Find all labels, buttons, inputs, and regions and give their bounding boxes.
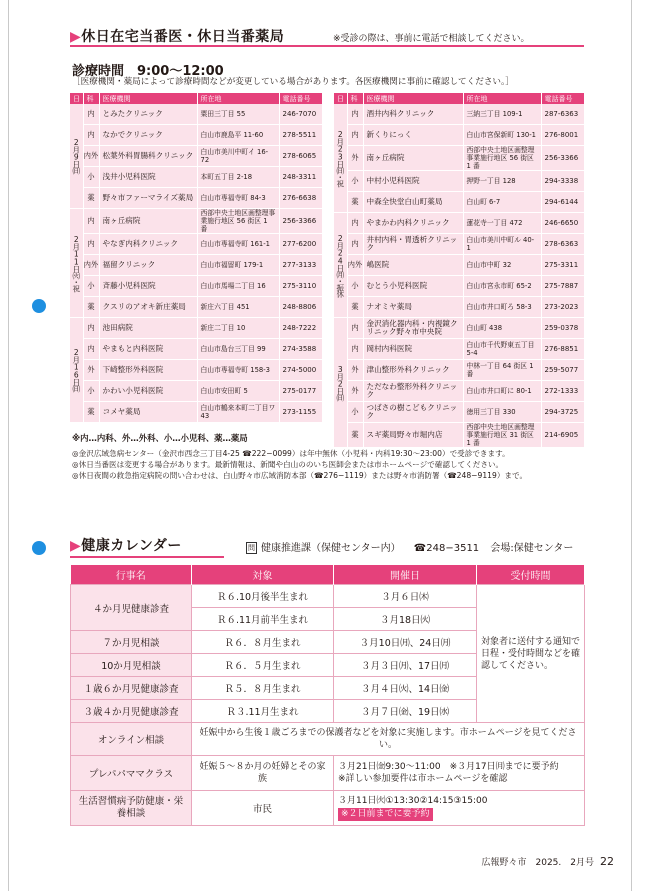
duty-name: 中森全快堂白山町薬局 — [363, 192, 463, 213]
table-row — [334, 234, 584, 255]
duty-tel: 277-6200 — [279, 234, 322, 255]
table-row — [70, 276, 322, 297]
triangle-icon: ▶ — [70, 29, 82, 45]
blue-dot-marker — [32, 299, 46, 313]
duty-address: 本町五丁目 2-18 — [197, 167, 279, 188]
duty-kind: 内 — [347, 339, 363, 360]
col-tel: 電話番号 — [279, 93, 322, 104]
duty-name: とみたクリニック — [99, 104, 197, 125]
duty-tel: 275-0177 — [279, 381, 322, 402]
lifestyle-detail — [334, 791, 585, 826]
duty-tel: 246-7070 — [279, 104, 322, 125]
duty-kind: 内外 — [83, 255, 99, 276]
table-row — [334, 360, 584, 381]
table-row — [334, 213, 584, 234]
duty-address: 新庄二丁目 10 — [197, 318, 279, 339]
duty-name: やなぎ内科クリニック — [99, 234, 197, 255]
duty-name: 酒井内科クリニック — [363, 104, 463, 125]
reservation-tag: ※２日前までに要予約 — [338, 808, 433, 821]
duty-tel: 287-6363 — [541, 104, 584, 125]
col-event: 行事名 — [71, 565, 192, 585]
table-row — [70, 104, 322, 125]
duty-address: 徳用三丁目 330 — [463, 402, 541, 423]
duty-name: クスリのアオキ新庄薬局 — [99, 297, 197, 318]
table-row — [71, 723, 585, 756]
event-name: 生活習慣病予防健康・栄養相談 — [71, 791, 192, 826]
target: Ｒ６．５月生まれ — [192, 654, 334, 677]
table-row — [70, 188, 322, 209]
col-date: 開催日 — [334, 565, 477, 585]
duty-tel: 273-1155 — [279, 402, 322, 423]
table-header — [71, 565, 585, 585]
duty-kind: 内 — [83, 209, 99, 234]
duty-kind: 外 — [83, 360, 99, 381]
table-row — [71, 791, 585, 826]
duty-tel: 248-3311 — [279, 167, 322, 188]
duty-address: 白山市美川中町イ 16-72 — [197, 146, 279, 167]
event-date: ３月３日㈪、17日㈪ — [334, 654, 477, 677]
duty-tel: 214-6905 — [541, 423, 584, 448]
table-row — [334, 255, 584, 276]
duty-name: 松葉外科胃腸科クリニック — [99, 146, 197, 167]
duty-address: 白山市馬場二丁目 16 — [197, 276, 279, 297]
table-row — [70, 255, 322, 276]
duty-name: 南ヶ丘病院 — [99, 209, 197, 234]
table-row — [70, 125, 322, 146]
col-address: 所在地 — [197, 93, 279, 104]
page-number: 22 — [600, 855, 614, 868]
duty-kind: 内 — [347, 104, 363, 125]
duty-tel: 259-5077 — [541, 360, 584, 381]
duty-name: 中村小児科医院 — [363, 171, 463, 192]
duty-date: 2月11日㈫・祝 — [70, 209, 83, 318]
hours-note: ［医療機関・薬局によって診療時間などが変更している場合があります。各医療機関に事前に確認してください。］ — [72, 77, 514, 87]
duty-name: 岡村内科医院 — [363, 339, 463, 360]
table-row — [334, 318, 584, 339]
col-name: 医療機関 — [363, 93, 463, 104]
notes — [72, 448, 527, 481]
duty-name: ナオミヤ薬局 — [363, 297, 463, 318]
duty-name: 下崎整形外科医院 — [99, 360, 197, 381]
duty-address: 白山市安田町 5 — [197, 381, 279, 402]
duty-tel: 275-7887 — [541, 276, 584, 297]
event-name: プレパパママクラス — [71, 756, 192, 791]
duty-kind: 内 — [83, 234, 99, 255]
duty-name: 金沢消化器内科・内視鏡クリニック野々市中央院 — [363, 318, 463, 339]
table-row — [334, 146, 584, 171]
duty-kind: 内 — [347, 318, 363, 339]
table-row — [334, 402, 584, 423]
duty-kind: 内 — [83, 318, 99, 339]
duty-name: 井村内科・胃透析クリニック — [363, 234, 463, 255]
duty-tel: 276-6638 — [279, 188, 322, 209]
table-row — [70, 167, 322, 188]
duty-name: ただなわ整形外科クリニック — [363, 381, 463, 402]
prepapa-schedule: ３月21日㈮9:30〜11:00 ※３月17日㈪までに要予約 — [338, 762, 559, 772]
duty-kind: 薬 — [83, 297, 99, 318]
event-date: ３月６日㈭ — [334, 585, 477, 608]
prepapa-requirement: ※詳しい参加要件は市ホームページを確認 — [338, 774, 508, 784]
duty-kind: 薬 — [347, 423, 363, 448]
duty-kind: 小 — [347, 276, 363, 297]
target: Ｒ６.11月前半生まれ — [192, 608, 334, 631]
duty-tel: 276-8851 — [541, 339, 584, 360]
duty-tel: 272-1333 — [541, 381, 584, 402]
duty-name: 浅井小児科医院 — [99, 167, 197, 188]
duty-kind: 小 — [347, 402, 363, 423]
section-underline — [70, 556, 224, 558]
col-name: 医療機関 — [99, 93, 197, 104]
col-date: 日 — [70, 93, 83, 104]
duty-address: 白山市井口町ろ 58-3 — [463, 297, 541, 318]
table-row — [334, 423, 584, 448]
publication-name: 広報野々市 2025. 2月号 — [481, 858, 594, 868]
duty-tel: 278-5511 — [279, 125, 322, 146]
duty-table-left — [70, 93, 323, 423]
duty-name: コメヤ薬局 — [99, 402, 197, 423]
duty-name: 斉藤小児科医院 — [99, 276, 197, 297]
holiday-section-title: ▶休日在宅当番医・休日当番薬局 — [70, 29, 285, 45]
duty-address: 三納三丁目 109-1 — [463, 104, 541, 125]
col-kind: 科 — [347, 93, 363, 104]
table-header — [70, 93, 322, 104]
duty-address: 新庄六丁目 451 — [197, 297, 279, 318]
duty-tel: 275-3311 — [541, 255, 584, 276]
event-date: ３月10日㈪、24日㈪ — [334, 631, 477, 654]
event-name: オンライン相談 — [71, 723, 192, 756]
footer — [482, 855, 615, 868]
hours: 診療時間 9:00〜12:00 — [72, 64, 224, 79]
event-name: ４か月児健康診査 — [71, 585, 192, 631]
table-row — [70, 402, 322, 423]
duty-kind: 小 — [83, 381, 99, 402]
duty-kind: 内 — [83, 125, 99, 146]
duty-kind: 内 — [347, 234, 363, 255]
table-row — [71, 585, 585, 608]
note-line: ◎休日夜間の救急指定病院の問い合わせは、白山野々市広域消防本部（☎276−1119）または野々市消防署（☎248−9119）まで。 — [72, 471, 528, 480]
table-row — [70, 360, 322, 381]
duty-tel: 294-6144 — [541, 192, 584, 213]
duty-address: 白山市宮保新町 130-1 — [463, 125, 541, 146]
duty-name: なかでクリニック — [99, 125, 197, 146]
duty-kind: 薬 — [347, 297, 363, 318]
col-tel: 電話番号 — [541, 93, 584, 104]
event-date: ３月18日㈫ — [334, 608, 477, 631]
calendar-section-title: ▶健康カレンダー — [70, 538, 182, 554]
table-row — [334, 171, 584, 192]
duty-address: 白山市専福寺町 158-3 — [197, 360, 279, 381]
duty-address: 西部中央土地区画整理事業施行地区 56 街区 1 番 — [197, 209, 279, 234]
duty-tel: 294-3338 — [541, 171, 584, 192]
table-row — [70, 234, 322, 255]
table-row — [70, 146, 322, 167]
duty-tel: 274-5000 — [279, 360, 322, 381]
table-row — [70, 381, 322, 402]
duty-address: 白山市鶴来本町二丁目ワ 43 — [197, 402, 279, 423]
duty-tel: 246-6650 — [541, 213, 584, 234]
duty-tel: 256-3366 — [279, 209, 322, 234]
table-row — [334, 125, 584, 146]
duty-tel: 248-7222 — [279, 318, 322, 339]
duty-name: むとう小児科医院 — [363, 276, 463, 297]
call-note: ※受診の際は、事前に電話で相談してください。 — [333, 34, 530, 44]
duty-name: 嶋医院 — [363, 255, 463, 276]
event-date: ３月７日㈮、19日㈬ — [334, 700, 477, 723]
duty-address: 白山市美川中町ル 40-1 — [463, 234, 541, 255]
duty-kind: 内 — [347, 213, 363, 234]
duty-date: 3月2日㈰ — [334, 318, 347, 448]
duty-kind: 薬 — [347, 192, 363, 213]
target: 妊娠５〜８か月の妊婦とその家族 — [192, 756, 334, 791]
prepapa-detail — [334, 756, 585, 791]
duty-name: つばさの樹こどもクリニック — [363, 402, 463, 423]
table-row — [334, 339, 584, 360]
duty-name: 津山整形外科クリニック — [363, 360, 463, 381]
target: Ｒ５．８月生まれ — [192, 677, 334, 700]
triangle-icon: ▶ — [70, 538, 82, 554]
duty-name: やまかわ内科クリニック — [363, 213, 463, 234]
duty-kind: 外 — [347, 381, 363, 402]
duty-tel: 278-6363 — [541, 234, 584, 255]
health-calendar-table — [70, 565, 585, 826]
target: 市民 — [192, 791, 334, 826]
duty-kind: 内 — [347, 125, 363, 146]
duty-kind: 内外 — [347, 255, 363, 276]
col-target: 対象 — [192, 565, 334, 585]
duty-name: スギ薬局野々市堀内店 — [363, 423, 463, 448]
duty-name: 南ヶ丘病院 — [363, 146, 463, 171]
duty-tel: 275-3110 — [279, 276, 322, 297]
duty-tel: 278-6065 — [279, 146, 322, 167]
duty-address: 白山市井口町に 80-1 — [463, 381, 541, 402]
duty-tel: 256-3366 — [541, 146, 584, 171]
duty-kind: 薬 — [83, 188, 99, 209]
department-info — [246, 539, 573, 554]
duty-date: 2月23日㈰・祝 — [334, 104, 347, 213]
col-reception: 受付時間 — [477, 565, 585, 585]
duty-kind: 外 — [347, 360, 363, 381]
duty-name: 野々市ファーマライズ薬局 — [99, 188, 197, 209]
duty-kind: 外 — [347, 146, 363, 171]
note-line: ◎休日当番医は変更する場合があります。最新情報は、新聞や白山ののいち医師会または市ホームページで確認してください。 — [72, 460, 504, 469]
duty-tel: 277-3133 — [279, 255, 322, 276]
department-name: 健康推進課（保健センター内） — [261, 543, 401, 554]
duty-address: 中林一丁目 64 街区 1 番 — [463, 360, 541, 381]
table-row — [71, 756, 585, 791]
duty-address: 白山町 6-7 — [463, 192, 541, 213]
blue-dot-marker — [32, 541, 46, 555]
note-line: ◎金沢広域急病センター（金沢市西念三丁目4-25 ☎222−0099）は年中無休（小児科・内科19:30〜23:00）で受診できます。 — [72, 449, 510, 458]
duty-address: 白山市福留町 179-1 — [197, 255, 279, 276]
duty-tel: 294-3725 — [541, 402, 584, 423]
duty-address: 蓮花寺一丁目 472 — [463, 213, 541, 234]
duty-kind: 薬 — [83, 402, 99, 423]
duty-address: 白山市千代野東五丁目 5-4 — [463, 339, 541, 360]
lifestyle-schedule: ３月11日㈫①13:30②14:15③15:00 — [338, 796, 488, 806]
duty-kind: 内 — [83, 339, 99, 360]
duty-address: 白山市宮永市町 65-2 — [463, 276, 541, 297]
duty-kind: 小 — [83, 167, 99, 188]
table-row — [334, 276, 584, 297]
duty-kind: 小 — [83, 276, 99, 297]
table-row — [334, 297, 584, 318]
inquiry-icon: 問 — [248, 544, 255, 552]
table-row — [70, 297, 322, 318]
event-name: １歳６か月児健康診査 — [71, 677, 192, 700]
duty-address: 白山市鹿島平 11-60 — [197, 125, 279, 146]
target: Ｒ３.11月生まれ — [192, 700, 334, 723]
duty-kind: 小 — [347, 171, 363, 192]
reception-note: 対象者に送付する通知で日程・受付時間などを確認してください。 — [477, 585, 585, 723]
duty-address: 西部中央土地区画整理事業施行地区 56 街区 1 番 — [463, 146, 541, 171]
duty-kind: 内外 — [83, 146, 99, 167]
duty-name: 福留クリニック — [99, 255, 197, 276]
duty-address: 白山市島台三丁目 99 — [197, 339, 279, 360]
duty-date: 2月9日㈰ — [70, 104, 83, 209]
table-row — [70, 209, 322, 234]
duty-kind: 内 — [83, 104, 99, 125]
duty-tel: 248-8806 — [279, 297, 322, 318]
duty-tel: 273-2023 — [541, 297, 584, 318]
table-row — [70, 318, 322, 339]
duty-address: 粟田三丁目 55 — [197, 104, 279, 125]
duty-date: 2月24日㈪・振休 — [334, 213, 347, 318]
section-underline — [70, 45, 584, 47]
table-header — [334, 93, 584, 104]
duty-tel: 276-8001 — [541, 125, 584, 146]
col-address: 所在地 — [463, 93, 541, 104]
table-row — [334, 192, 584, 213]
online-text: 妊娠中から生後１歳ごろまでの保護者などを対象に実施します。市ホームページを見てください。 — [192, 723, 585, 756]
event-date: ３月４日㈫、14日㈮ — [334, 677, 477, 700]
duty-tel: 259-0378 — [541, 318, 584, 339]
table-row — [70, 339, 322, 360]
duty-date: 2月16日㈰ — [70, 318, 83, 423]
table-row — [334, 104, 584, 125]
duty-address: 白山市専福寺町 84-3 — [197, 188, 279, 209]
venue: 会場:保健センター — [490, 543, 574, 554]
event-name: ３歳４か月児健康診査 — [71, 700, 192, 723]
target: Ｒ６.10月後半生まれ — [192, 585, 334, 608]
duty-name: 池田病院 — [99, 318, 197, 339]
duty-name: かわい小児科医院 — [99, 381, 197, 402]
duty-address: 西部中央土地区画整理事業施行地区 31 街区 1 番 — [463, 423, 541, 448]
table-row — [334, 381, 584, 402]
duty-address: 白山町 438 — [463, 318, 541, 339]
department-tel: ☎248−3511 — [413, 543, 480, 554]
duty-address: 白山市中町 32 — [463, 255, 541, 276]
event-name: ７か月児相談 — [71, 631, 192, 654]
duty-address: 白山市専福寺町 161-1 — [197, 234, 279, 255]
col-kind: 科 — [83, 93, 99, 104]
event-name: 10か月児相談 — [71, 654, 192, 677]
duty-tel: 274-3588 — [279, 339, 322, 360]
col-date: 日 — [334, 93, 347, 104]
duty-name: 新くりにっく — [363, 125, 463, 146]
legend: ※内…内科、外…外科、小…小児科、薬…薬局 — [72, 433, 248, 443]
duty-name: やまもと内科医院 — [99, 339, 197, 360]
duty-table-right — [334, 93, 585, 448]
duty-address: 押野一丁目 128 — [463, 171, 541, 192]
target: Ｒ６．８月生まれ — [192, 631, 334, 654]
